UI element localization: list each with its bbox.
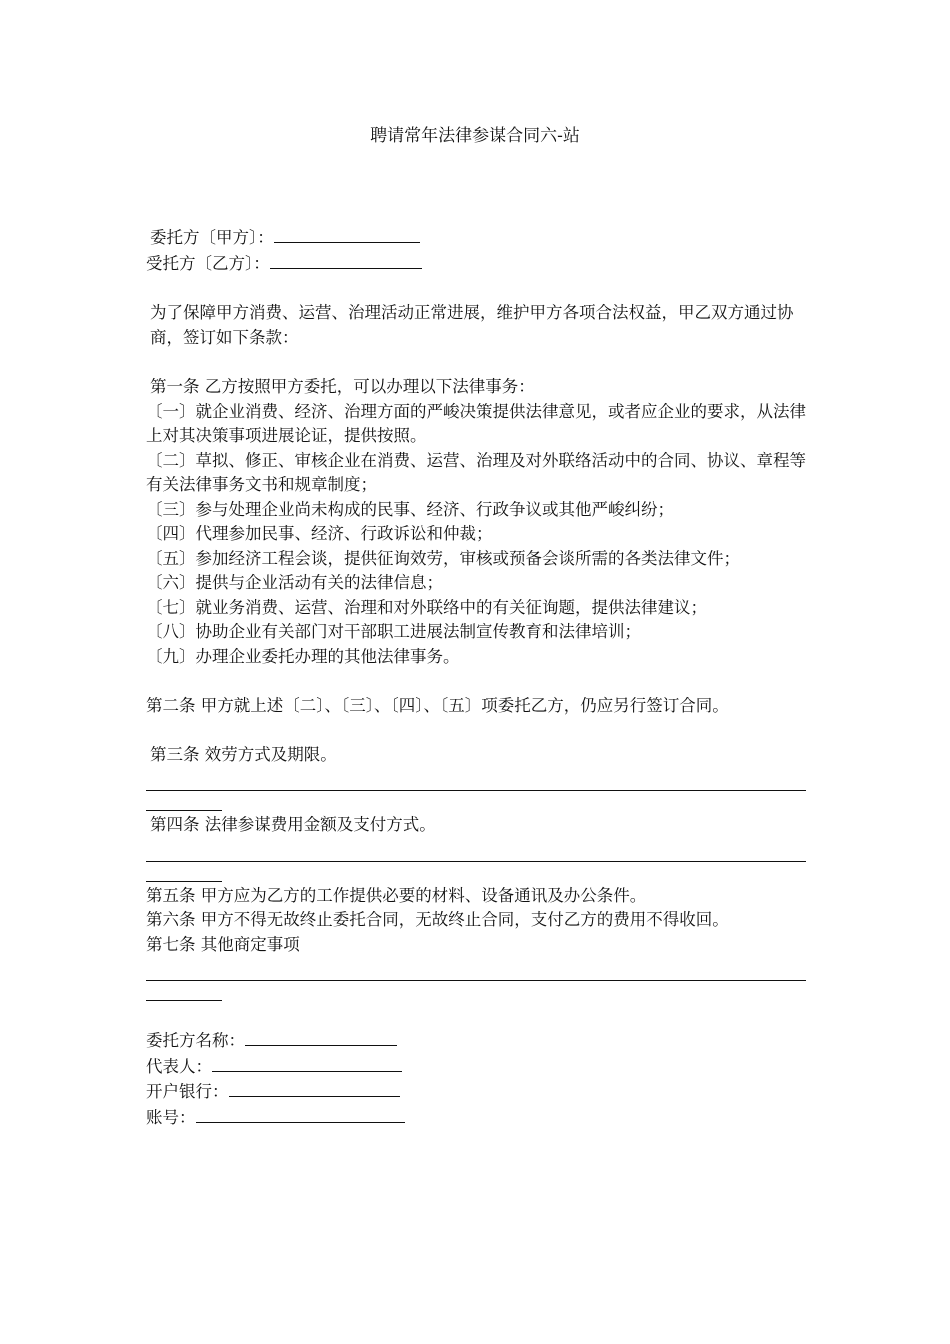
article5-paragraph: 第五条 甲方应为乙方的工作提供必要的材料、设备通讯及办公条件。 xyxy=(146,885,647,905)
article3-fill-line[interactable] xyxy=(146,767,806,791)
intro-paragraph: 为了保障甲方消费、运营、治理活动正常进展，维护甲方各项合法权益，甲乙双方通过协商，签订如下条款： xyxy=(150,303,794,347)
client-name-line xyxy=(146,1028,806,1054)
account-blank[interactable] xyxy=(196,1105,405,1123)
agent-party-label: 受托方〔乙方〕： xyxy=(146,253,270,273)
document-title: 聘请常年法律参谋合同六-站 xyxy=(370,126,580,146)
client-name-label: 委托方名称： xyxy=(146,1031,245,1050)
article7-fill-line-end[interactable] xyxy=(146,981,222,1001)
article6-paragraph: 第六条 甲方不得无故终止委托合同，无故终止合同，支付乙方的费用不得收回。 xyxy=(146,910,729,929)
representative-label: 代表人： xyxy=(146,1056,212,1076)
document-body xyxy=(146,225,806,1130)
article3-heading: 第三条 效劳方式及期限。 xyxy=(150,744,337,764)
article4-fill-line-end[interactable] xyxy=(146,862,222,882)
article1-item: 〔一〕就企业消费、经济、治理方面的严峻决策提供法律意见，或者应企业的要求，从法律上对其决策事项进展论证，提供按照。 xyxy=(146,401,806,445)
article1-heading: 第一条 乙方按照甲方委托，可以办理以下法律事务： xyxy=(150,377,535,396)
article1-item: 〔三〕参与处理企业尚未构成的民事、经济、行政争议或其他严峻纠纷； xyxy=(146,499,674,519)
article1-item: 〔九〕办理企业委托办理的其他法律事务。 xyxy=(146,646,460,666)
article1-item: 〔二〕草拟、修正、审核企业在消费、运营、治理及对外联络活动中的合同、协议、章程等有关法律事务文书和规章制度； xyxy=(146,450,806,494)
client-party-blank[interactable] xyxy=(274,225,420,243)
article1-item: 〔六〕提供与企业活动有关的法律信息； xyxy=(146,573,443,592)
representative-blank[interactable] xyxy=(212,1054,402,1072)
agent-party-blank[interactable] xyxy=(270,251,422,269)
client-name-blank[interactable] xyxy=(245,1028,397,1046)
article7-fill-line[interactable] xyxy=(146,957,806,981)
client-party-line xyxy=(146,225,806,251)
article1-item: 〔四〕代理参加民事、经济、行政诉讼和仲裁； xyxy=(146,524,493,543)
agent-party-line xyxy=(146,251,806,277)
representative-line xyxy=(146,1054,806,1080)
article1-item: 〔七〕就业务消费、运营、治理和对外联络中的有关征询题，提供法律建议； xyxy=(146,597,707,617)
article1-item: 〔八〕协助企业有关部门对干部职工进展法制宣传教育和法律培训； xyxy=(146,622,641,641)
client-party-label: 委托方〔甲方〕： xyxy=(150,228,274,247)
bank-line xyxy=(146,1079,806,1105)
article1-item: 〔五〕参加经济工程会谈，提供征询效劳，审核或预备会谈所需的各类法律文件； xyxy=(146,548,740,568)
article3-fill-line-end[interactable] xyxy=(146,791,222,811)
bank-label: 开户银行： xyxy=(146,1082,229,1101)
article4-heading: 第四条 法律参谋费用金额及支付方式。 xyxy=(150,815,436,834)
article4-fill-line[interactable] xyxy=(146,838,806,862)
article2-paragraph: 第二条 甲方就上述〔二〕、〔三〕、〔四〕、〔五〕项委托乙方，仍应另行签订合同。 xyxy=(146,696,729,715)
account-line xyxy=(146,1105,806,1131)
article7-heading: 第七条 其他商定事项 xyxy=(146,934,300,954)
account-label: 账号： xyxy=(146,1107,196,1127)
bank-blank[interactable] xyxy=(229,1079,400,1097)
